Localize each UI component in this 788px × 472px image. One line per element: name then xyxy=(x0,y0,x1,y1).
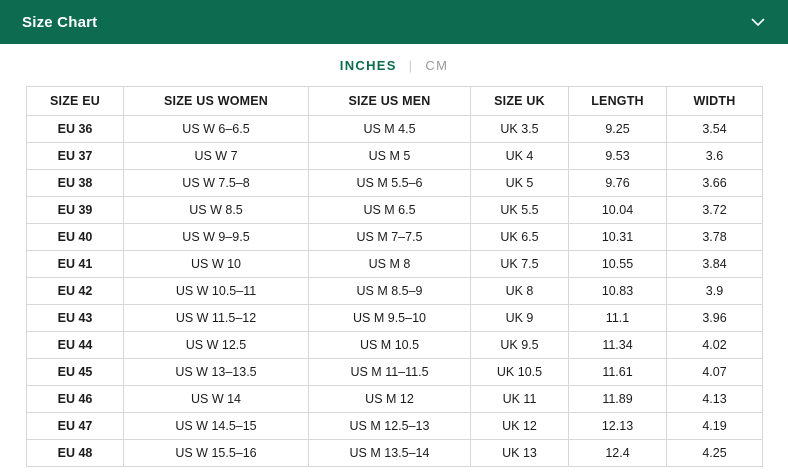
table-body xyxy=(27,116,763,467)
cell-size-eu: EU 48 xyxy=(27,440,124,467)
cell-length: 9.76 xyxy=(569,170,667,197)
cell-size-eu: EU 43 xyxy=(27,305,124,332)
cell-length: 11.34 xyxy=(569,332,667,359)
cell-size-us-women: US W 13–13.5 xyxy=(124,359,309,386)
cell-size-us-men: US M 9.5–10 xyxy=(309,305,471,332)
column-header-length: LENGTH xyxy=(569,87,667,116)
unit-separator: | xyxy=(408,57,414,73)
page-title: Size Chart xyxy=(22,13,98,31)
cell-length: 10.04 xyxy=(569,197,667,224)
cell-size-us-men: US M 13.5–14 xyxy=(309,440,471,467)
cell-size-us-women: US W 10 xyxy=(124,251,309,278)
cell-length: 11.1 xyxy=(569,305,667,332)
cell-size-us-men: US M 10.5 xyxy=(309,332,471,359)
cell-size-us-women: US W 9–9.5 xyxy=(124,224,309,251)
cell-size-us-women: US W 7.5–8 xyxy=(124,170,309,197)
cell-width: 3.84 xyxy=(667,251,763,278)
cell-width: 3.6 xyxy=(667,143,763,170)
cell-size-us-women: US W 14 xyxy=(124,386,309,413)
cell-size-uk: UK 9.5 xyxy=(471,332,569,359)
column-header-size-uk: SIZE UK xyxy=(471,87,569,116)
cell-width: 3.9 xyxy=(667,278,763,305)
cell-width: 4.02 xyxy=(667,332,763,359)
cell-size-uk: UK 8 xyxy=(471,278,569,305)
cell-length: 10.83 xyxy=(569,278,667,305)
cell-length: 11.61 xyxy=(569,359,667,386)
size-chart-header[interactable] xyxy=(0,0,788,44)
cell-size-eu: EU 41 xyxy=(27,251,124,278)
column-header-width: WIDTH xyxy=(667,87,763,116)
table-row xyxy=(27,170,763,197)
cell-width: 4.13 xyxy=(667,386,763,413)
cell-size-eu: EU 38 xyxy=(27,170,124,197)
cell-size-us-men: US M 12.5–13 xyxy=(309,413,471,440)
size-table xyxy=(26,86,763,467)
unit-inches-tab[interactable]: INCHES xyxy=(339,57,397,73)
cell-size-uk: UK 3.5 xyxy=(471,116,569,143)
cell-size-us-men: US M 8.5–9 xyxy=(309,278,471,305)
cell-length: 10.31 xyxy=(569,224,667,251)
cell-size-us-men: US M 12 xyxy=(309,386,471,413)
cell-size-eu: EU 42 xyxy=(27,278,124,305)
cell-size-uk: UK 5.5 xyxy=(471,197,569,224)
cell-size-us-men: US M 7–7.5 xyxy=(309,224,471,251)
cell-width: 3.72 xyxy=(667,197,763,224)
cell-size-us-women: US W 11.5–12 xyxy=(124,305,309,332)
table-header-row xyxy=(27,87,763,116)
cell-size-eu: EU 36 xyxy=(27,116,124,143)
unit-toggle[interactable] xyxy=(0,44,788,86)
cell-size-us-women: US W 10.5–11 xyxy=(124,278,309,305)
cell-size-eu: EU 39 xyxy=(27,197,124,224)
cell-size-eu: EU 37 xyxy=(27,143,124,170)
cell-size-us-women: US W 12.5 xyxy=(124,332,309,359)
chevron-down-icon[interactable] xyxy=(746,10,770,34)
table-row xyxy=(27,116,763,143)
cell-size-us-men: US M 6.5 xyxy=(309,197,471,224)
cell-size-us-men: US M 5.5–6 xyxy=(309,170,471,197)
table-row xyxy=(27,359,763,386)
cell-width: 3.66 xyxy=(667,170,763,197)
cell-size-us-men: US M 4.5 xyxy=(309,116,471,143)
table-row xyxy=(27,305,763,332)
cell-length: 11.89 xyxy=(569,386,667,413)
table-header xyxy=(27,87,763,116)
column-header-size-us-men: SIZE US MEN xyxy=(309,87,471,116)
cell-width: 4.25 xyxy=(667,440,763,467)
cell-length: 12.4 xyxy=(569,440,667,467)
cell-size-us-men: US M 11–11.5 xyxy=(309,359,471,386)
cell-width: 3.78 xyxy=(667,224,763,251)
cell-size-eu: EU 40 xyxy=(27,224,124,251)
cell-size-uk: UK 4 xyxy=(471,143,569,170)
cell-width: 3.54 xyxy=(667,116,763,143)
cell-size-us-women: US W 7 xyxy=(124,143,309,170)
cell-size-us-women: US W 15.5–16 xyxy=(124,440,309,467)
cell-size-us-women: US W 14.5–15 xyxy=(124,413,309,440)
table-row xyxy=(27,224,763,251)
cell-size-uk: UK 12 xyxy=(471,413,569,440)
table-row xyxy=(27,143,763,170)
table-row xyxy=(27,440,763,467)
cell-size-eu: EU 47 xyxy=(27,413,124,440)
cell-size-uk: UK 7.5 xyxy=(471,251,569,278)
cell-size-us-men: US M 5 xyxy=(309,143,471,170)
cell-length: 9.25 xyxy=(569,116,667,143)
cell-length: 9.53 xyxy=(569,143,667,170)
cell-size-eu: EU 45 xyxy=(27,359,124,386)
cell-width: 3.96 xyxy=(667,305,763,332)
unit-cm-tab[interactable]: CM xyxy=(425,57,449,73)
table-row xyxy=(27,251,763,278)
cell-size-uk: UK 13 xyxy=(471,440,569,467)
table-row xyxy=(27,413,763,440)
cell-length: 10.55 xyxy=(569,251,667,278)
cell-size-uk: UK 6.5 xyxy=(471,224,569,251)
cell-size-uk: UK 11 xyxy=(471,386,569,413)
cell-size-us-men: US M 8 xyxy=(309,251,471,278)
table-row xyxy=(27,386,763,413)
column-header-size-eu: SIZE EU xyxy=(27,87,124,116)
cell-size-uk: UK 9 xyxy=(471,305,569,332)
table-row xyxy=(27,278,763,305)
cell-size-us-women: US W 8.5 xyxy=(124,197,309,224)
cell-size-eu: EU 46 xyxy=(27,386,124,413)
table-row xyxy=(27,197,763,224)
cell-width: 4.07 xyxy=(667,359,763,386)
cell-size-uk: UK 5 xyxy=(471,170,569,197)
cell-width: 4.19 xyxy=(667,413,763,440)
cell-length: 12.13 xyxy=(569,413,667,440)
cell-size-eu: EU 44 xyxy=(27,332,124,359)
cell-size-us-women: US W 6–6.5 xyxy=(124,116,309,143)
column-header-size-us-women: SIZE US WOMEN xyxy=(124,87,309,116)
cell-size-uk: UK 10.5 xyxy=(471,359,569,386)
size-table-wrapper xyxy=(0,86,788,467)
table-row xyxy=(27,332,763,359)
